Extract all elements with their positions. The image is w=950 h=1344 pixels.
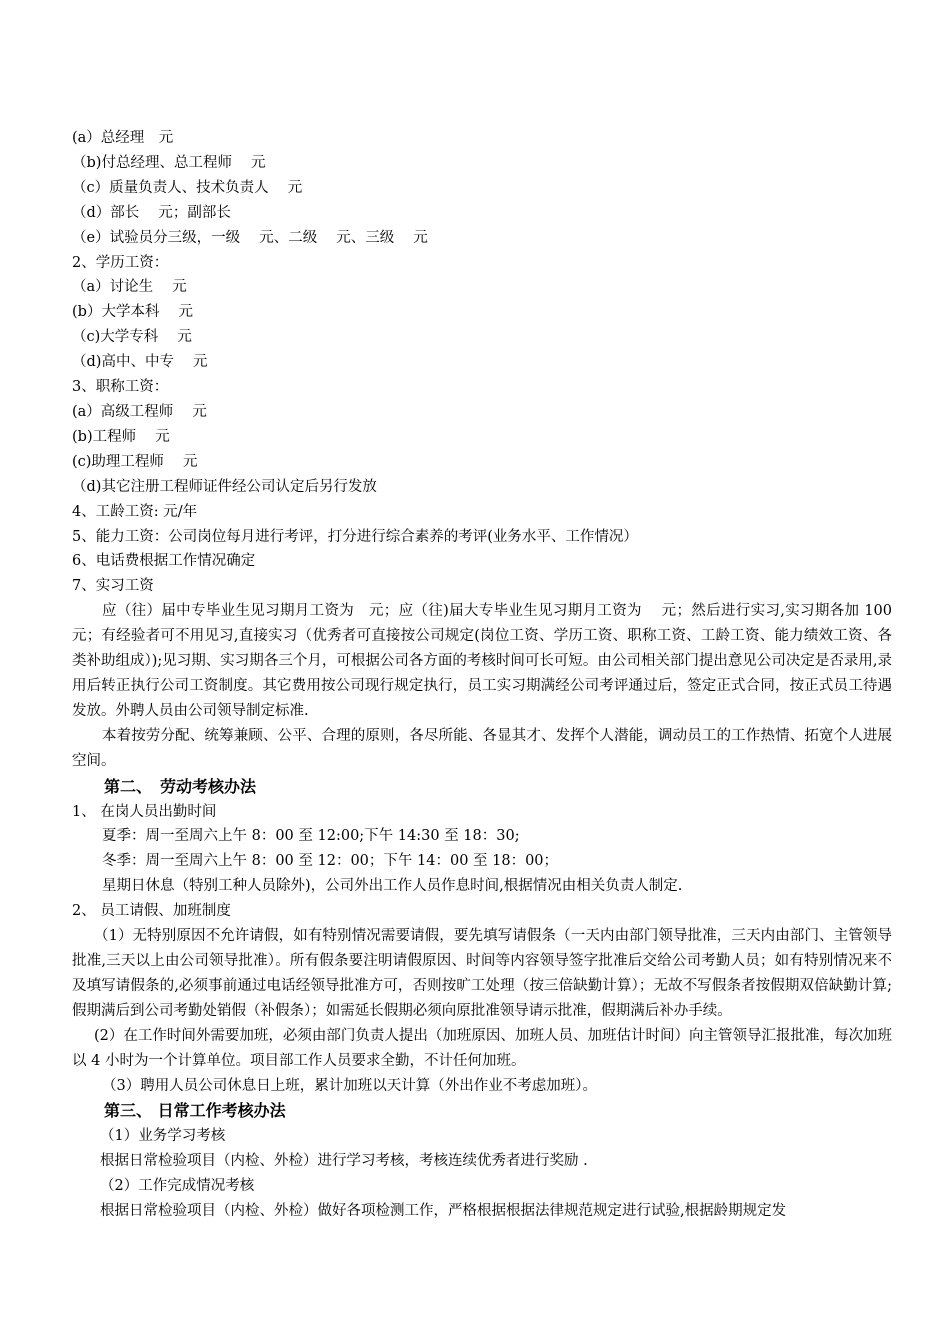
- summer-schedule: 夏季：周一至周六上午 8：00 至 12:00;下午 14:30 至 18：30;: [102, 828, 520, 845]
- list-item: (b)工程师 元: [72, 428, 170, 445]
- winter-schedule: 冬季：周一至周六上午 8：00 至 12：00；下午 14：00 至 18：00；: [102, 853, 559, 870]
- section-item: 4、工龄工资: 元/年: [72, 503, 198, 520]
- sunday-rule: 星期日休息（特别工种人员除外)，公司外出工作人员作息时间,根据情况由相关负责人制定.: [102, 878, 683, 895]
- list-item: (a）总经理 元: [72, 130, 174, 146]
- paragraph-line: 根据日常检验项目（内检、外检）进行学习考核，考核连续优秀者进行奖励 .: [100, 1153, 588, 1170]
- section-item: 6、电话费根据工作情况确定: [72, 553, 256, 570]
- salary-item-list: [72, 126, 892, 599]
- list-item: （d)高中、中专 元: [72, 354, 208, 371]
- paragraph-line: 根据日常检验项目（内检、外检）做好各项检测工作，严格根据根据法律规范规定进行试验,根据龄期规定发: [100, 1203, 787, 1220]
- section-item: 1、 在岗人员出勤时间: [72, 803, 217, 820]
- document-body: [72, 126, 892, 1224]
- list-item: （c）质量负责人、技术负责人 元: [72, 179, 303, 196]
- section-heading-2: 第二、 劳动考核办法: [104, 776, 257, 796]
- list-item: （d）部长 元；副部长: [72, 204, 231, 221]
- list-item: (b）大学本科 元: [72, 304, 194, 321]
- section-item: （1）业务学习考核: [100, 1128, 226, 1145]
- section-item: 2、学历工资：: [72, 254, 169, 271]
- list-item: （a）讨论生 元: [72, 279, 187, 296]
- holiday-paragraph: （3）聘用人员公司休息日上班，累计加班以天计算（外出作业不考虑加班）。: [102, 1077, 597, 1094]
- section-heading-3: 第三、 日常工作考核办法: [104, 1101, 286, 1121]
- section-item: 2、 员工请假、加班制度: [72, 903, 231, 920]
- list-item: （d)其它注册工程师证件经公司认定后另行发放: [72, 478, 377, 495]
- section-item: 7、实习工资: [72, 578, 154, 595]
- list-item: (c)助理工程师 元: [72, 453, 198, 470]
- list-item: (a）高级工程师 元: [72, 403, 207, 420]
- list-item: （e）试验员分三级，一级 元、二级 元、三级 元: [72, 229, 428, 246]
- section-item: 5、能力工资：公司岗位每月进行考评，打分进行综合素养的考评(业务水平、工作情况）: [72, 528, 638, 545]
- list-item: （b)付总经理、总工程师 元: [72, 154, 266, 171]
- overtime-paragraph: (2）在工作时间外需要加班，必须由部门负责人提出（加班原因、加班人员、加班估计时间）向主管领导汇报批准，每次加班以 4 小时为一个计算单位。项目部工作人员要求全勤，不计任何加班。: [72, 1027, 892, 1069]
- intern-salary-paragraph: 应（往）届中专毕业生见习期月工资为 元；应（往)届大专毕业生见习期月工资为 元；然后进行实习,实习期各加 100 元；有经验者可不用见习,直接实习（优秀者可直接按公司规定(岗位工资、学历工资、职称工资、工龄工资、能力绩效工资、各类补助组成）);见习期、实习期各三个月，可根据公司各方面的考核时间可长可短。由公司相关部门提出意见公司决定是否录用,录用后转正执行公司工资制度。其它费用按公司现行规定执行，员工实习期满经公司考评通过后，签定正式合同，按正式员工待遇发放。外聘人员由公司领导制定标准.: [72, 603, 892, 719]
- section-item: （2）工作完成情况考核: [100, 1178, 255, 1195]
- leave-paragraph: （1）无特别原因不允许请假，如有特别情况需要请假，要先填写请假条（一天内由部门领导批准，三天内由部门、主管领导批准,三天以上由公司领导批准）。所有假条要注明请假原因、时间等内容领导签字批准后交给公司考勤人员；如有特别情况来不及填写请假条的,必须事前通过电话经领导批准方可，否则按旷工处理（按三倍缺勤计算）；无故不写假条者按假期双倍缺勤计算;假期满后到公司考勤处销假（补假条）；如需延长假期必须向原批准领导请示批准，假期满后补办手续。: [72, 928, 892, 1019]
- principle-paragraph: 本着按劳分配、统筹兼顾、公平、合理的原则，各尽所能、各显其才、发挥个人潜能，调动员工的工作热情、拓宽个人进展空间。: [72, 727, 892, 769]
- section-item: 3、职称工资：: [72, 379, 169, 396]
- list-item: （c)大学专科 元: [72, 329, 192, 346]
